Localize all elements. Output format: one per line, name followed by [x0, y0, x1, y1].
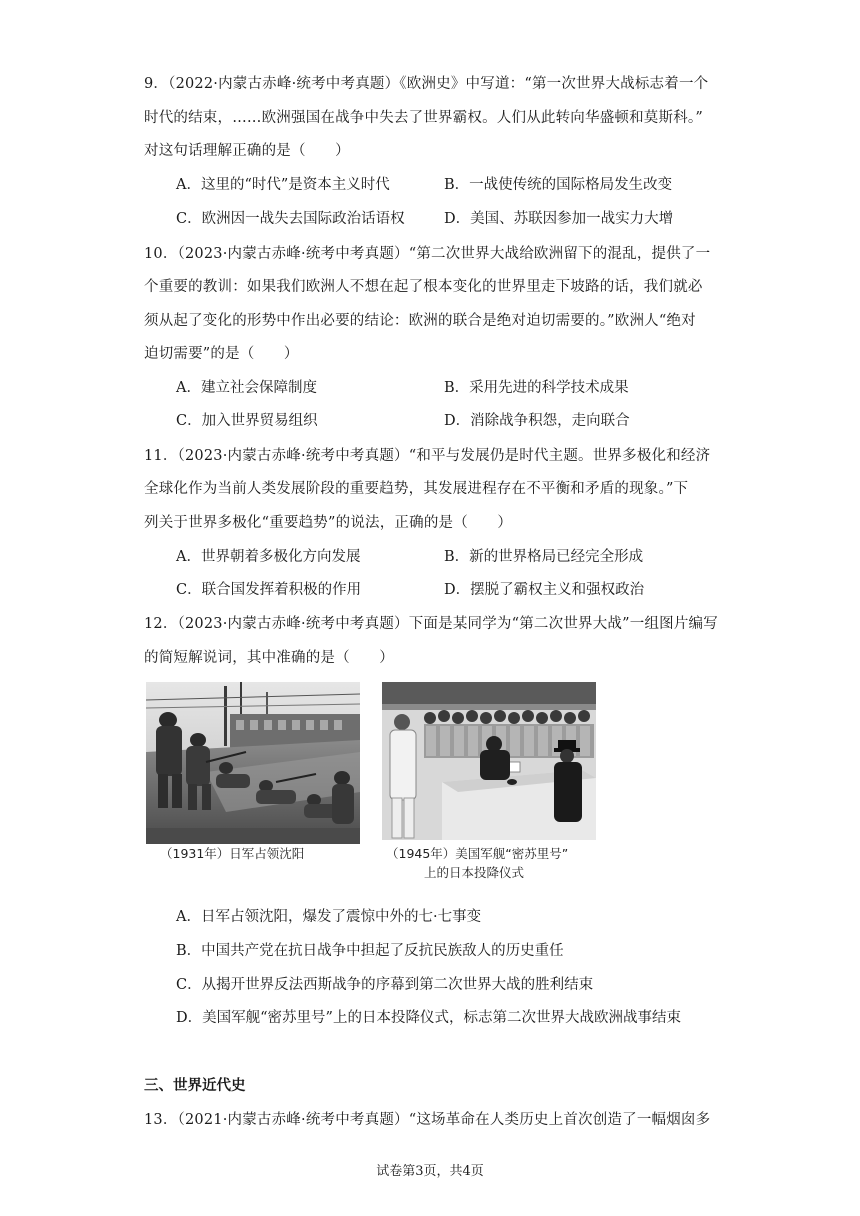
q9-line-2: 时代的结束，……欧洲强国在战争中失去了世界霸权。人们从此转向华盛顿和莫斯科。” [144, 110, 703, 126]
q11-option-b: B．新的世界格局已经完全形成 [444, 549, 644, 565]
q9-line-1: 9．（2022·内蒙古赤峰·统考中考真题）《欧洲史》中写道：“第一次世界大战标志着一个 [144, 76, 709, 92]
surrender-ceremony-photo-icon [382, 682, 596, 840]
q12-option-b: B．中国共产党在抗日战争中担起了反抗民族敌人的历史重任 [176, 943, 564, 959]
q11-option-d: D．摆脱了霸权主义和强权政治 [444, 582, 645, 598]
q11-option-a: A．世界朝着多极化方向发展 [176, 549, 361, 565]
q10-option-a: A．建立社会保障制度 [176, 380, 317, 396]
q13-line-1: 13．（2021·内蒙古赤峰·统考中考真题）“这场革命在人类历史上首次创造了一幅烟囱多 [144, 1112, 711, 1128]
q9-option-c: C．欧洲因一战失去国际政治话语权 [176, 211, 405, 227]
q9-option-a: A．这里的“时代”是资本主义时代 [176, 177, 390, 193]
q12-option-c: C．从揭开世界反法西斯战争的序幕到第二次世界大战的胜利结束 [176, 977, 594, 993]
caption-photo-2-line-1: （1945年）美国军舰“密苏里号” [386, 846, 569, 861]
q10-option-b: B．采用先进的科学技术成果 [444, 380, 629, 396]
q11-line-2: 全球化作为当前人类发展阶段的重要趋势，其发展进程存在不平衡和矛盾的现象。”下 [144, 481, 689, 497]
soldiers-photo-icon [146, 682, 360, 844]
q12-option-a: A．日军占领沈阳，爆发了震惊中外的七·七事变 [176, 909, 482, 925]
page-footer: 试卷第3页，共4页 [376, 1164, 484, 1179]
q11-line-1: 11．（2023·内蒙古赤峰·统考中考真题）“和平与发展仍是时代主题。世界多极化和经济 [144, 448, 711, 464]
q10-line-1: 10．（2023·内蒙古赤峰·统考中考真题）“第二次世界大战给欧洲留下的混乱，提供了一 [144, 246, 711, 262]
q12-line-2: 的简短解说词，其中准确的是（ ） [144, 650, 394, 666]
photo-shenyang-1931 [146, 682, 360, 844]
q11-option-c: C．联合国发挥着积极的作用 [176, 582, 362, 598]
q9-option-d: D．美国、苏联因参加一战实力大增 [444, 211, 674, 227]
q10-line-3: 须从起了变化的形势中作出必要的结论：欧洲的联合是绝对迫切需要的。”欧洲人“绝对 [144, 313, 696, 329]
q9-option-b: B．一战使传统的国际格局发生改变 [444, 177, 673, 193]
q12-option-d: D．美国军舰“密苏里号”上的日本投降仪式，标志第二次世界大战欧洲战事结束 [176, 1010, 681, 1026]
q10-line-4: 迫切需要”的是（ ） [144, 346, 299, 362]
section-title: 三、世界近代史 [144, 1078, 246, 1094]
caption-photo-2-line-2: 上的日本投降仪式 [424, 865, 525, 880]
q11-line-3: 列关于世界多极化“重要趋势”的说法，正确的是（ ） [144, 515, 513, 531]
q9-line-3: 对这句话理解正确的是（ ） [144, 143, 350, 159]
q10-option-d: D．消除战争积怨，走向联合 [444, 413, 630, 429]
q10-option-c: C．加入世界贸易组织 [176, 413, 318, 429]
caption-photo-1: （1931年）日军占领沈阳 [160, 846, 305, 861]
q12-line-1: 12．（2023·内蒙古赤峰·统考中考真题）下面是某同学为“第二次世界大战”一组图片编写 [144, 616, 718, 632]
q10-line-2: 个重要的教训：如果我们欧洲人不想在起了根本变化的世界里走下坡路的话，我们就必 [144, 279, 703, 295]
photo-missouri-1945 [382, 682, 596, 840]
